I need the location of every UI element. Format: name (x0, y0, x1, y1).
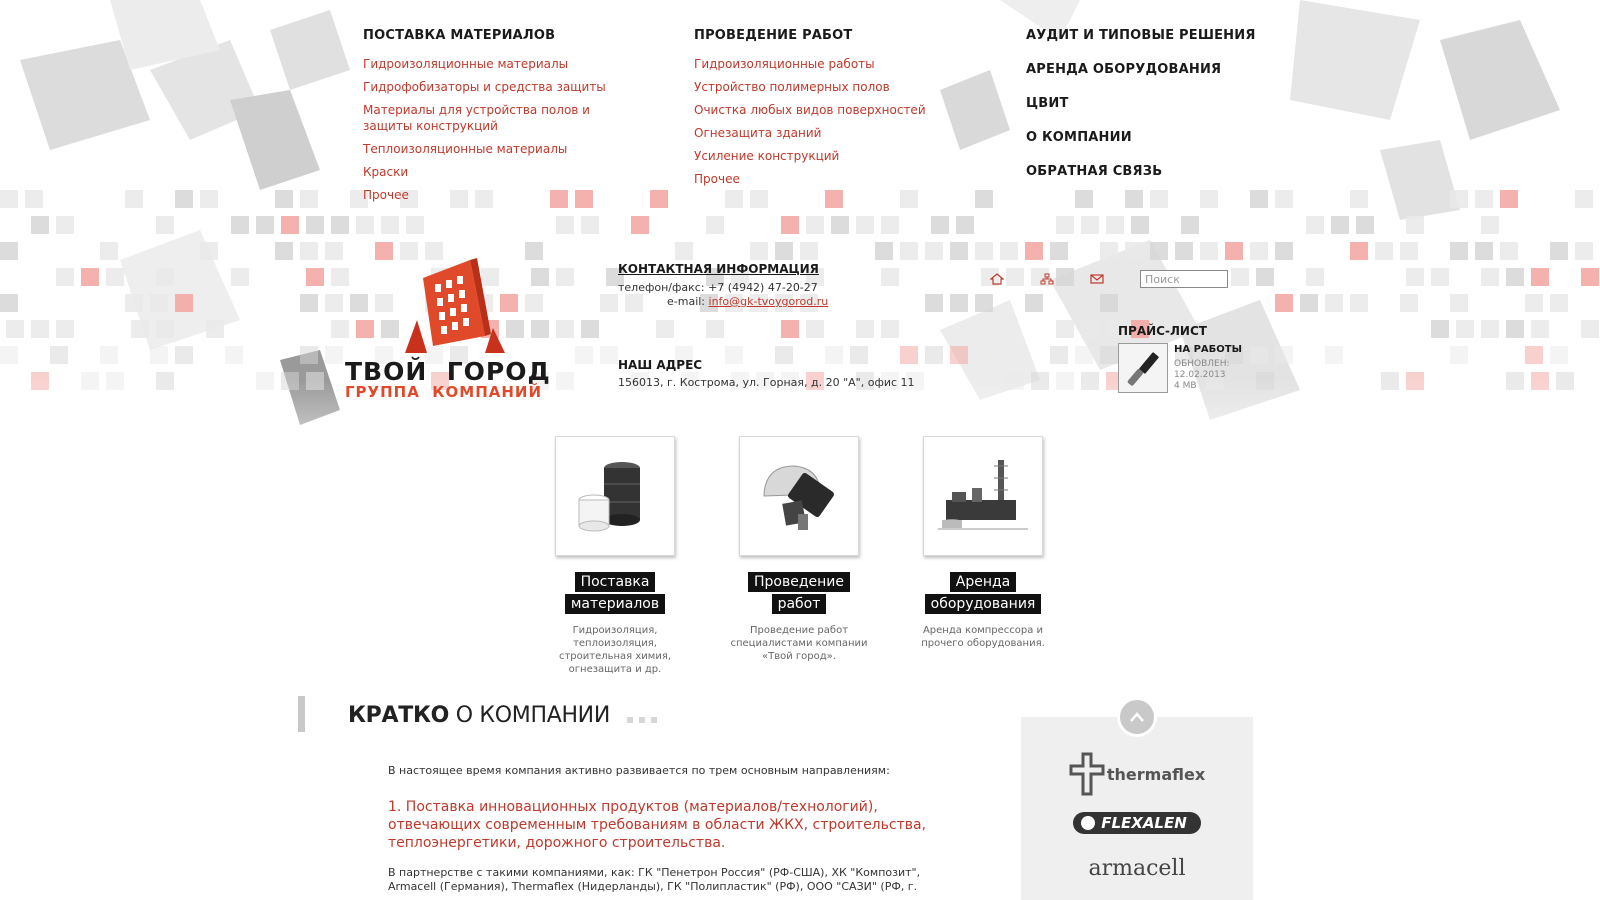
logo[interactable] (345, 258, 560, 403)
nav-supply-link[interactable]: Гидроизоляционные материалы (363, 57, 569, 71)
price-list-title: ПРАЙС-ЛИСТ (1118, 324, 1207, 338)
service-title-line: материалов (565, 594, 665, 614)
service-image-supply[interactable] (555, 436, 675, 556)
sitemap-icon[interactable] (1040, 273, 1054, 285)
service-title-rental[interactable] (903, 572, 1063, 614)
nav-supply-title[interactable]: ПОСТАВКА МАТЕРИАЛОВ (363, 28, 556, 43)
chevron-up-icon (1129, 711, 1145, 723)
nav-column-works (694, 28, 954, 194)
service-title-supply[interactable] (535, 572, 695, 614)
nav-works-link[interactable]: Устройство полимерных полов (694, 80, 890, 94)
price-list-updated-label: ОБНОВЛЕН: (1174, 359, 1230, 369)
partner-logo-armacell[interactable] (1021, 856, 1253, 881)
partner-name: FLEXALEN (1101, 814, 1187, 832)
nav-supply-link[interactable]: Краски (363, 165, 409, 179)
price-list-download[interactable] (1118, 343, 1168, 393)
service-title-line: оборудования (925, 594, 1042, 614)
about-partners-text: В партнерстве с такими компаниями, как: ГК "Пенетрон Россия" (РФ-США), ХК "Композит", Armacell (Германия), Thermaflex (Нидерланды), ГК "Полипластик" (РФ), ООО "САЗИ" (РФ, г. (388, 866, 921, 893)
email-label: e-mail: (667, 295, 706, 308)
price-list-block (1118, 324, 1258, 393)
logo-building-icon (345, 258, 560, 358)
price-list-date: 12.02.2013 (1174, 370, 1226, 380)
scroll-up-button[interactable] (1120, 700, 1154, 734)
about-title-dots (627, 704, 663, 729)
nav-supply-link[interactable]: Прочее (363, 188, 409, 202)
nav-works-link[interactable]: Огнезащита зданий (694, 126, 822, 140)
mail-icon[interactable] (1090, 273, 1104, 285)
thermaflex-logo-icon (1069, 752, 1105, 796)
nav-works-link[interactable]: Гидроизоляционные работы (694, 57, 875, 71)
logo-name: ТВОЙ ГОРОД (345, 357, 551, 386)
partner-logo-flexalen[interactable] (1021, 812, 1253, 834)
about-title-bold: КРАТКО (348, 703, 450, 728)
service-desc-rental: Аренда компрессора и прочего оборудования. (921, 625, 1045, 649)
nav-supply-link[interactable]: Теплоизоляционные материалы (363, 142, 568, 156)
service-card-supply (535, 436, 695, 676)
paint-brush-icon (1123, 348, 1163, 388)
about-title (348, 703, 663, 729)
service-title-line: Проведение (748, 572, 850, 592)
service-desc-supply: Гидроизоляция, теплоизоляция, строительная химия, огнезащита и др. (558, 625, 672, 675)
nav-column-main (1026, 28, 1276, 198)
phone-label: телефон/факс: (618, 281, 705, 294)
service-title-line: Аренда (950, 572, 1017, 592)
nav-rental-link[interactable]: АРЕНДА ОБОРУДОВАНИЯ (1026, 62, 1222, 77)
partner-name: thermaflex (1106, 764, 1206, 784)
service-title-line: Поставка (575, 572, 656, 592)
address-title: НАШ АДРЕС (618, 358, 703, 372)
nav-column-supply (363, 28, 623, 210)
contact-title: КОНТАКТНАЯ ИНФОРМАЦИЯ (618, 262, 819, 276)
partner-logo-thermaflex[interactable] (1021, 752, 1253, 796)
partner-name: armacell (1088, 856, 1186, 881)
price-list-subtitle: НА РАБОТЫ (1174, 344, 1242, 355)
about-lead: 1. Поставка инновационных продуктов (материалов/технологий), отвечающих современным требованиям в области ЖКХ, строительства, теплоэнергетики, дорожного строительства. (388, 799, 927, 851)
toolbar (990, 270, 1228, 288)
industrial-plant-icon (938, 456, 1028, 536)
nav-supply-link[interactable]: Материалы для устройства полов и защиты конструкций (363, 103, 590, 133)
about-title-rest: О КОМПАНИИ (449, 703, 611, 728)
home-icon[interactable] (990, 273, 1004, 285)
nav-about-link[interactable]: О КОМПАНИИ (1026, 130, 1132, 145)
nav-works-link[interactable]: Очистка любых видов поверхностей (694, 103, 926, 117)
service-image-rental[interactable] (923, 436, 1043, 556)
nav-works-link[interactable]: Усиление конструкций (694, 149, 840, 163)
nav-feedback-link[interactable]: ОБРАТНАЯ СВЯЗЬ (1026, 164, 1163, 179)
about-content (388, 764, 948, 894)
service-card-rental (903, 436, 1063, 650)
helmet-tools-icon (754, 456, 844, 536)
nav-works-title[interactable]: ПРОВЕДЕНИЕ РАБОТ (694, 28, 853, 43)
logo-tagline: ГРУППА КОМПАНИЙ (345, 383, 543, 401)
partners-panel (1021, 717, 1253, 900)
contact-block (618, 262, 958, 389)
nav-supply-link[interactable]: Гидрофобизаторы и средства защиты (363, 80, 606, 94)
nav-audit-link[interactable]: АУДИТ И ТИПОВЫЕ РЕШЕНИЯ (1026, 28, 1256, 43)
barrels-icon (570, 456, 660, 536)
address-value: 156013, г. Кострома, ул. Горная, д. 20 "А", офис 11 (618, 376, 915, 389)
service-title-works[interactable] (719, 572, 879, 614)
flexalen-badge-icon (1081, 816, 1095, 830)
email-link[interactable]: info@gk-tvoygorod.ru (708, 295, 829, 308)
service-image-works[interactable] (739, 436, 859, 556)
phone-value: +7 (4942) 47-20-27 (708, 281, 818, 294)
about-accent-bar (298, 696, 305, 732)
service-card-works (719, 436, 879, 663)
service-title-line: работ (772, 594, 827, 614)
service-desc-works: Проведение работ специалистами компании «Твой город». (730, 625, 868, 662)
search-input[interactable] (1140, 270, 1228, 288)
nav-works-link[interactable]: Прочее (694, 172, 740, 186)
nav-cvit-link[interactable]: ЦВИТ (1026, 96, 1069, 111)
about-intro: В настоящее время компания активно развивается по трем основным направлениям: (388, 764, 890, 777)
price-list-size: 4 MB (1174, 381, 1197, 391)
